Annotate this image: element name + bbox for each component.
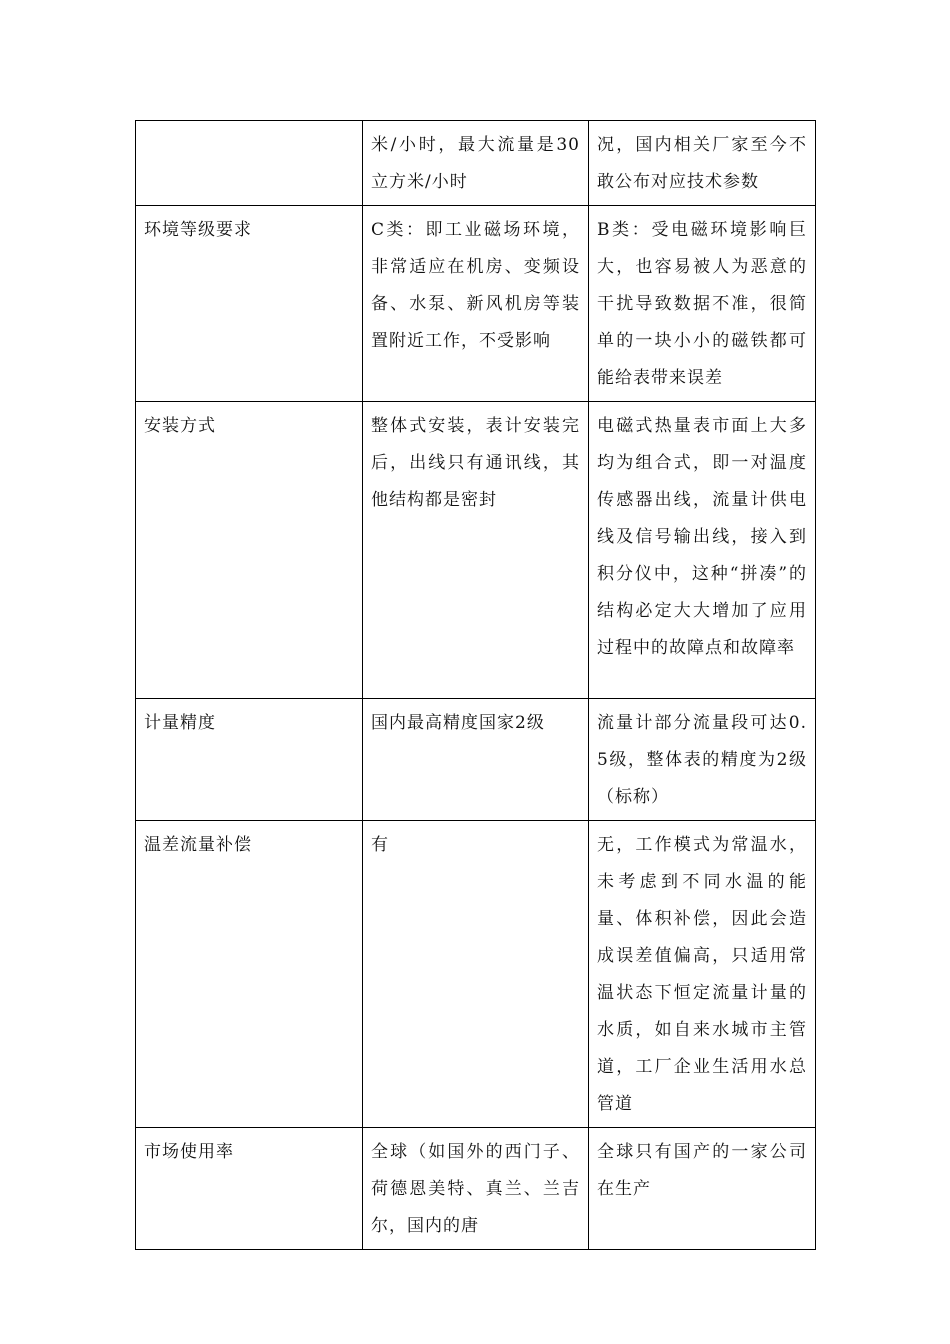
product-a-cell: 整体式安装，表计安装完后，出线只有通讯线，其他结构都是密封: [363, 402, 589, 699]
table-row: [136, 699, 816, 821]
product-a-cell: 全球（如国外的西门子、荷德恩美特、真兰、兰吉尔，国内的唐: [363, 1128, 589, 1250]
row-label: 市场使用率: [136, 1128, 363, 1250]
product-b-cell: 流量计部分流量段可达0.5级，整体表的精度为2级（标称）: [589, 699, 816, 821]
table-row: [136, 821, 816, 1128]
product-a-cell: 国内最高精度国家2级: [363, 699, 589, 821]
row-label: [136, 121, 363, 206]
product-b-cell: 全球只有国产的一家公司在生产: [589, 1128, 816, 1250]
row-label: 环境等级要求: [136, 206, 363, 402]
product-b-cell: 无，工作模式为常温水，未考虑到不同水温的能量、体积补偿，因此会造成误差值偏高，只适用常温状态下恒定流量计量的水质，如自来水城市主管道，工厂企业生活用水总管道: [589, 821, 816, 1128]
table-row: [136, 1128, 816, 1250]
product-b-cell: B类：受电磁环境影响巨大，也容易被人为恶意的干扰导致数据不准，很简单的一块小小的磁铁都可能给表带来误差: [589, 206, 816, 402]
row-label: 温差流量补偿: [136, 821, 363, 1128]
product-a-cell: 米/小时，最大流量是30立方米/小时: [363, 121, 589, 206]
row-label: 计量精度: [136, 699, 363, 821]
product-a-cell: C类：即工业磁场环境，非常适应在机房、变频设备、水泵、新风机房等装置附近工作，不受影响: [363, 206, 589, 402]
table-row: [136, 402, 816, 699]
comparison-table: [135, 120, 816, 1250]
row-label: 安装方式: [136, 402, 363, 699]
product-b-cell: 电磁式热量表市面上大多均为组合式，即一对温度传感器出线，流量计供电线及信号输出线，接入到积分仪中，这种“拼凑”的结构必定大大增加了应用过程中的故障点和故障率: [589, 402, 816, 699]
product-a-cell: 有: [363, 821, 589, 1128]
table-row: [136, 121, 816, 206]
table-row: [136, 206, 816, 402]
product-b-cell: 况，国内相关厂家至今不敢公布对应技术参数: [589, 121, 816, 206]
